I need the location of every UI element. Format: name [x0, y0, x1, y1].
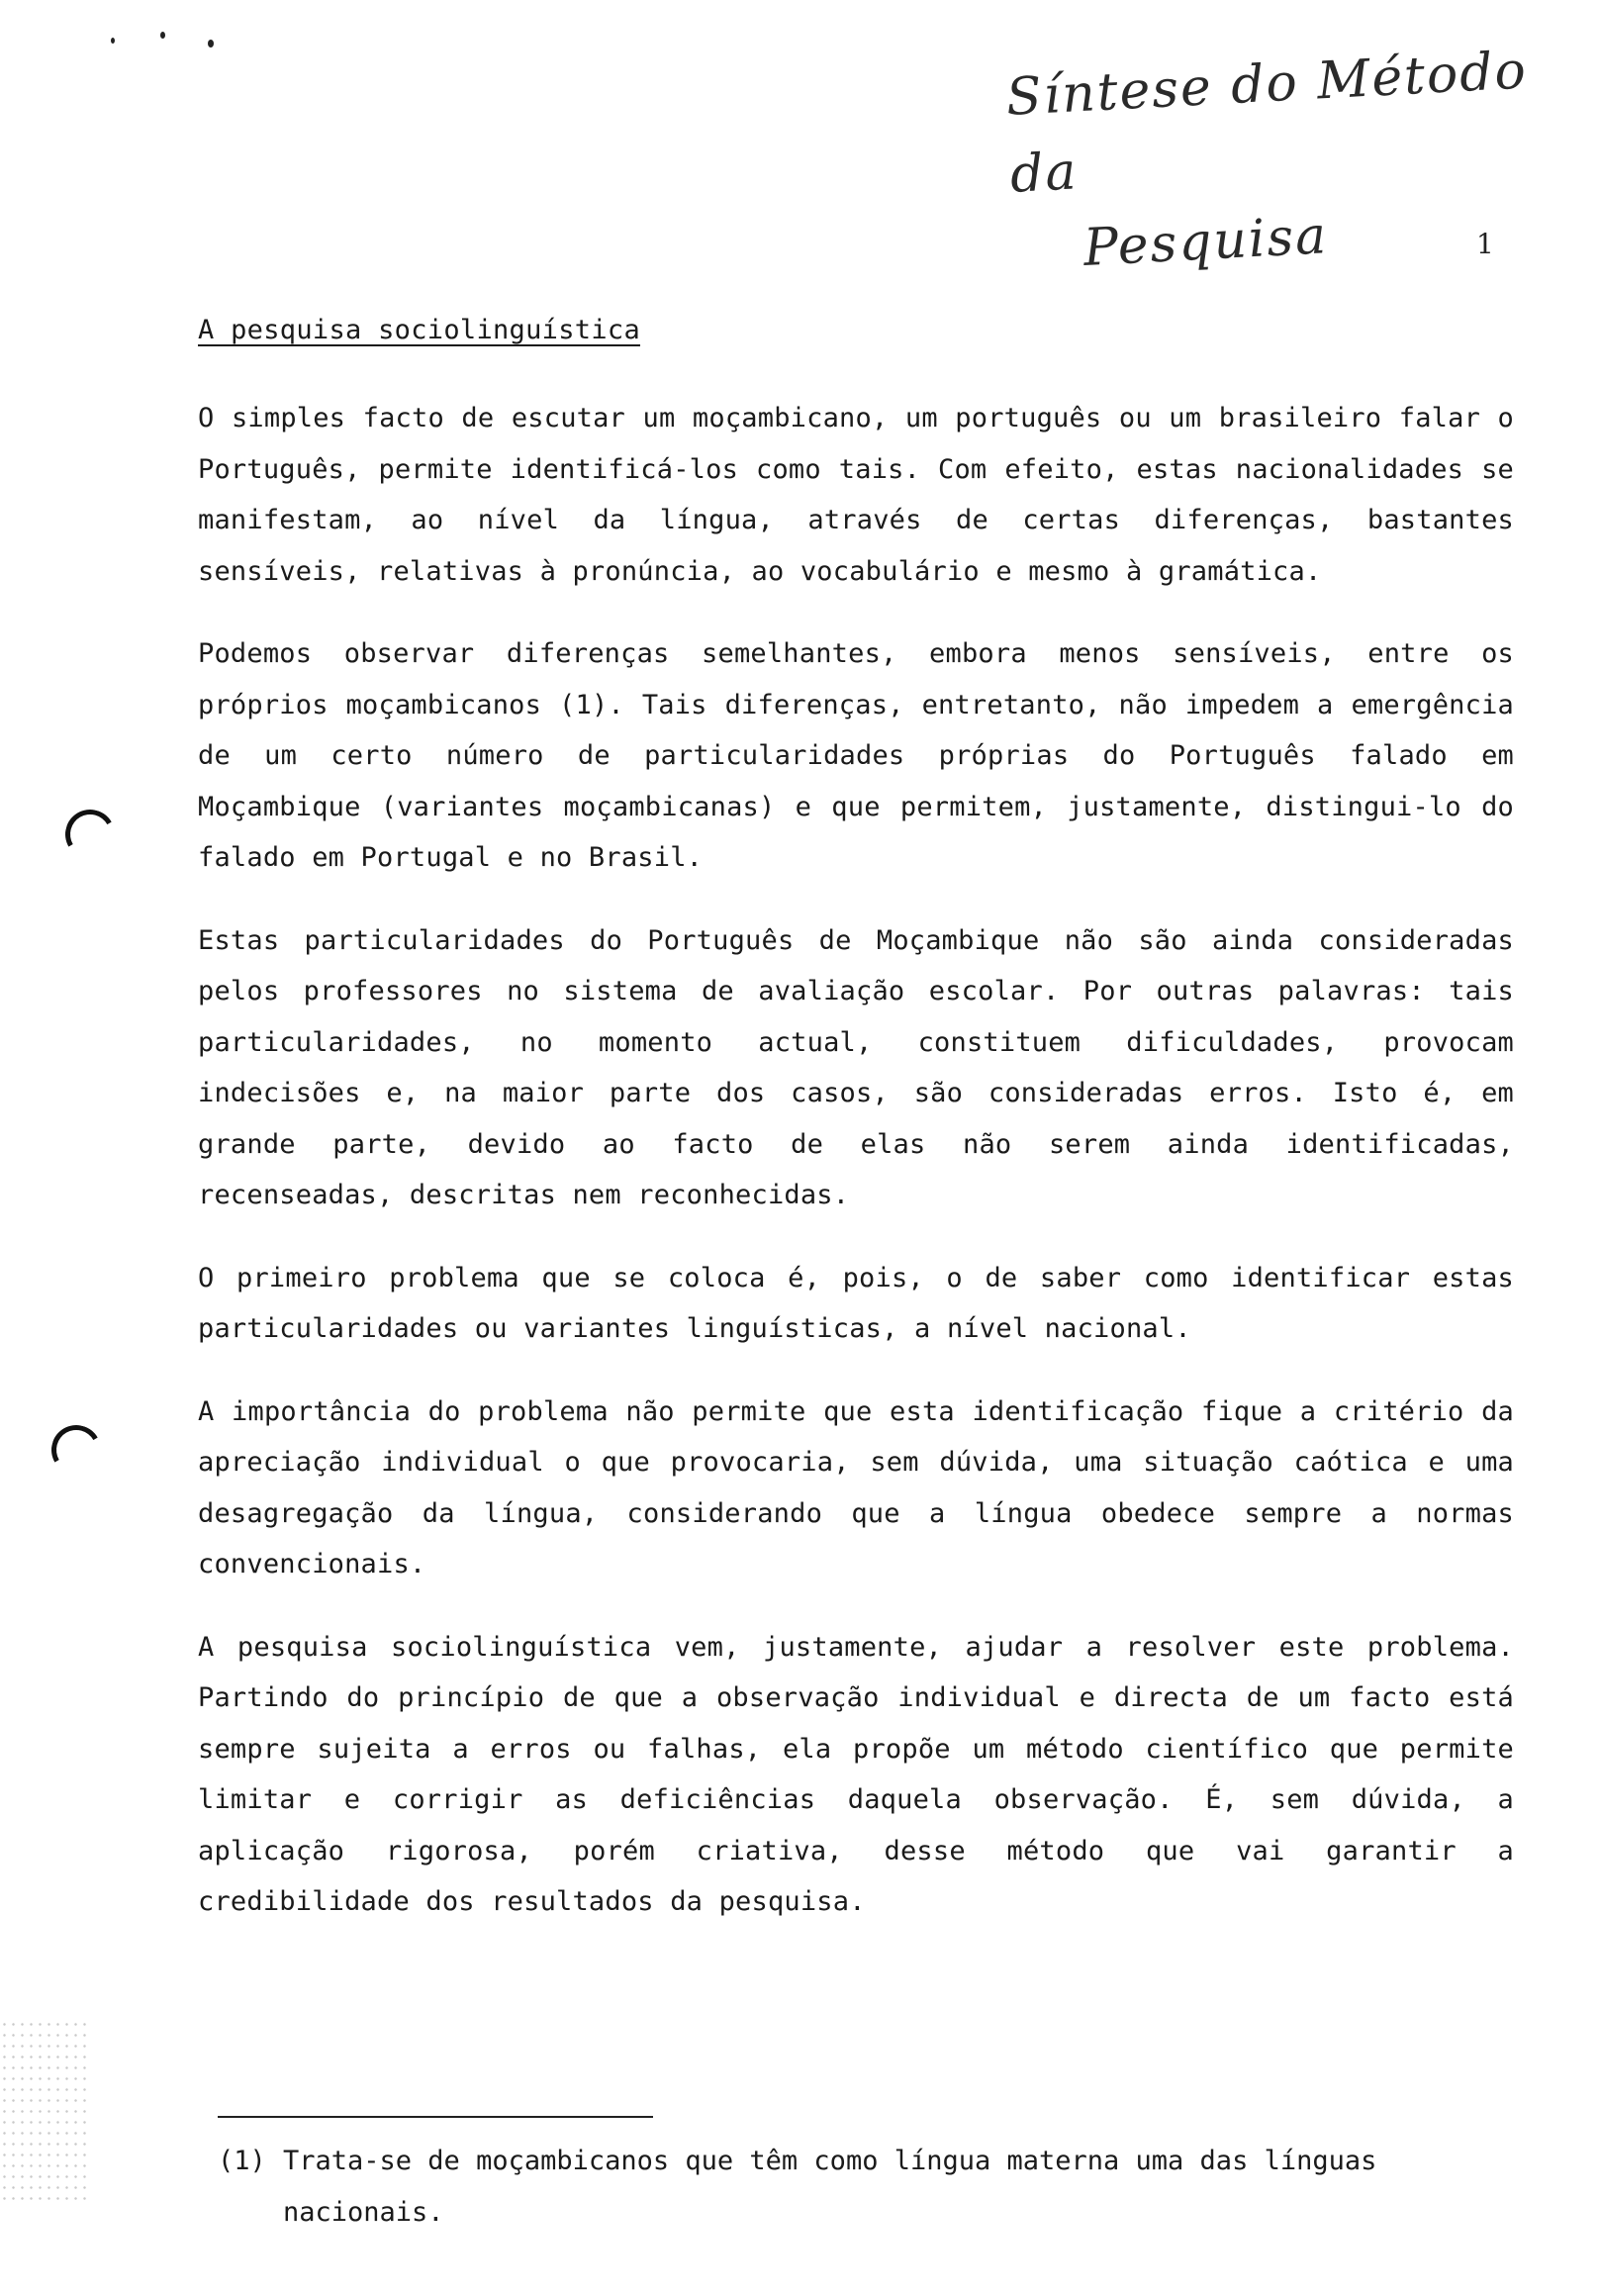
paragraph: A pesquisa sociolinguística vem, justamente, ajudar a resolver este problema. Partindo do princípio de que a observação individual e directa de um facto está sempre sujeita a erros ou falhas, ela propõe um método científico que permite limitar e corrigir as deficiências daquela observação. É, sem dúvida, a aplicação rigorosa, porém criativa, desse método que vai garantir a credibilidade dos resultados da pesquisa. [198, 1631, 1514, 1917]
hole-punch-arc-mark [59, 804, 120, 864]
section-heading: A pesquisa sociolinguística [198, 315, 640, 345]
page-number: 1 [1476, 228, 1494, 260]
footnote [218, 2136, 1445, 2239]
paragraph: O primeiro problema que se coloca é, pois, o de saber como identificar estas particularidades ou variantes linguísticas, a nível nacional. [198, 1262, 1514, 1344]
scan-speckle-mark [0, 2019, 89, 2207]
paragraph: O simples facto de escutar um moçambicano, um português ou um brasileiro falar o Português, permite identificá-los como tais. Com efeito, estas nacionalidades se manifestam, ao nível da língua, através de certas diferenças, bastantes sensíveis, relativas à pronúncia, ao vocabulário e mesmo à gramática. [198, 403, 1514, 587]
handwritten-title-line1: Síntese do Método da [1004, 41, 1530, 205]
scan-dot-mark [111, 38, 115, 44]
footnote-text: Trata-se de moçambicanos que têm como língua materna uma das línguas nacionais. [283, 2146, 1377, 2228]
body-text [198, 393, 1514, 1960]
hole-punch-arc-mark [46, 1419, 106, 1480]
handwritten-title-line2: Pesquisa [1082, 206, 1330, 279]
scan-dot-mark [160, 32, 165, 39]
paragraph: A importância do problema não permite que esta identificação fique a critério da apreciação individual o que provocaria, sem dúvida, uma situação caótica e uma desagregação da língua, considerando que a língua obedece sempre a normas convencionais. [198, 1395, 1514, 1579]
paragraph: Podemos observar diferenças semelhantes, embora menos sensíveis, entre os próprios moçambicanos (1). Tais diferenças, entretanto, não impedem a emergência de um certo número de particularidades próprias do Português falado em Moçambique (variantes moçambicanas) e que permitem, justamente, distingui-lo do falado em Portugal e no Brasil. [198, 638, 1514, 873]
scan-dot-mark [208, 40, 214, 48]
footnote-separator [218, 2116, 653, 2118]
paragraph: Estas particularidades do Português de Moçambique não são ainda consideradas pelos professores no sistema de avaliação escolar. Por outras palavras: tais particularidades, no momento actual, constituem dificuldades, provocam indecisões e, na maior parte dos casos, são consideradas erros. Isto é, em grande parte, devido ao facto de elas não serem ainda identificadas, recenseadas, descritas nem reconhecidas. [198, 924, 1514, 1210]
footnote-marker: (1) [218, 2146, 266, 2176]
